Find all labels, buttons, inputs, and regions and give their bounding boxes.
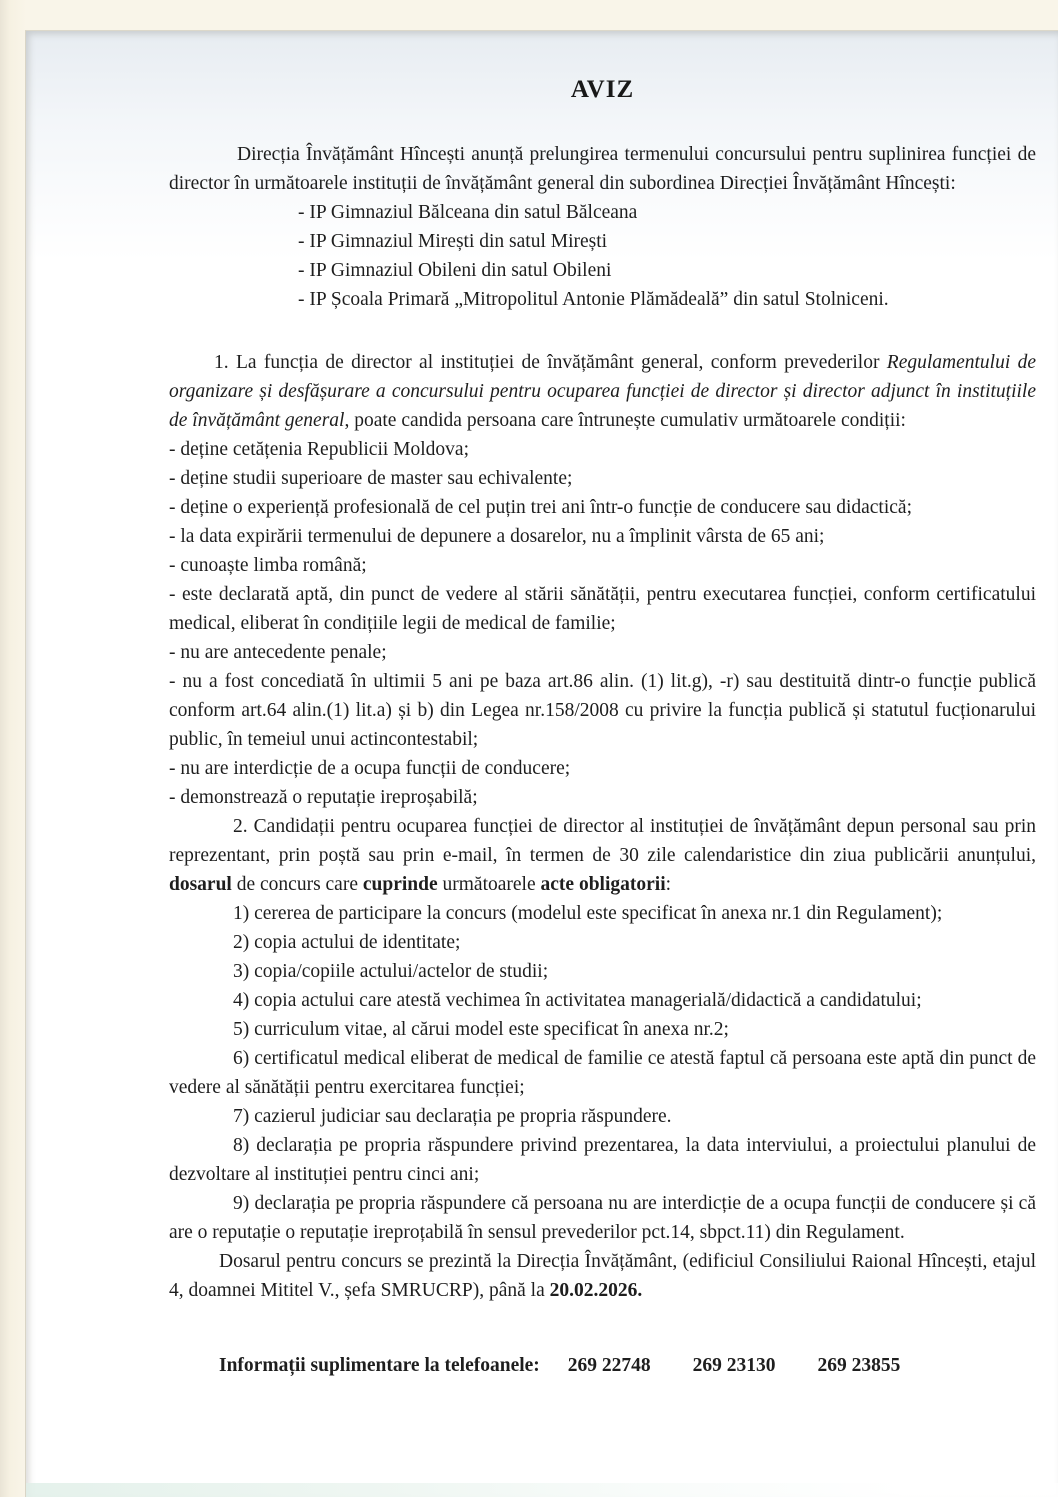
document-item: 7) cazierul judiciar sau declarația pe propria răspundere. (233, 1106, 672, 1127)
condition-item: - este declarată aptă, din punct de vedere al stării sănătății, pentru executarea funcției, conform certificatului medical, eliberat în condițiile legii de medical de familie; (169, 584, 1036, 634)
phone-number: 269 22748 (567, 1355, 651, 1376)
cuprinde-bold: cuprinde (362, 874, 438, 895)
institution-item: - IP Gimnaziul Mirești din satul Mirești (298, 231, 608, 252)
scan-bottom-tint (26, 1483, 1058, 1497)
section1-tail-text: , poate candida persoana care întrunește cumulativ următoarele condiții: (344, 410, 906, 431)
submission-text: Dosarul pentru concurs se prezintă la Direcția Învățământ, (edificiul Consiliului Raional Hîncești, etajul 4, doamnei Mititel V., șefa SMRUCRP), până la (169, 1251, 1036, 1301)
document-item: 6) certificatul medical eliberat de medical de familie ce atestă faptul că persoana este aptă din punct de vedere al sănătății pentru exercitarea funcției; (169, 1048, 1036, 1098)
condition-item: - deține o experiență profesională de cel puțin trei ani într-o funcție de conducere sau didactică; (169, 497, 912, 518)
document-content (169, 75, 1036, 1380)
condition-item: - cunoaște limba română; (169, 555, 367, 576)
institution-item: - IP Gimnaziul Bălceana din satul Bălceana (298, 202, 638, 223)
condition-item: - nu a fost concediată în ultimii 5 ani pe baza art.86 alin. (1) lit.g), -r) sau destituită dintr-o funcție publică conform art.64 alin.(1) lit.a) și b) din Legea nr.158/2008 cu privire la funcția publică și statutul fucționarului public, în temeiul unui actincontestabil; (169, 671, 1036, 750)
section2-text: : (665, 874, 672, 895)
condition-item: - nu are interdicție de a ocupa funcții de conducere; (169, 758, 571, 779)
conditions-list (169, 435, 1036, 812)
document-item: 5) curriculum vitae, al cărui model este specificat în anexa nr.2; (233, 1019, 729, 1040)
section2-text: următoarele (437, 874, 541, 895)
condition-item: - demonstrează o reputație ireproșabilă; (169, 787, 478, 808)
section1-lead-text: 1. La funcția de director al instituției de învățământ general, conform prevederilor (214, 352, 887, 373)
institution-item: - IP Gimnaziul Obileni din satul Obileni (298, 260, 612, 281)
document-item: 1) cererea de participare la concurs (modelul este specificat în anexa nr.1 din Regulament); (233, 903, 943, 924)
scan-page (25, 30, 1058, 1497)
document-item: 3) copia/copiile actului/actelor de studii; (233, 961, 549, 982)
required-documents-list (169, 899, 1036, 1247)
condition-item: - deține studii superioare de master sau echivalente; (169, 468, 573, 489)
section2-paragraph (169, 812, 1036, 899)
regulation-title-italic: Regulamentului de organizare și desfășurare a concursului pentru ocuparea funcției de director și director adjunct în instituțiile de învățământ general (169, 352, 1036, 431)
contact-phones-line (169, 1351, 1036, 1380)
deadline-date-bold: 20.02.2026. (549, 1280, 643, 1301)
document-item: 2) copia actului de identitate; (233, 932, 461, 953)
phone-number: 269 23855 (817, 1355, 901, 1376)
section2-text: 2. Candidații pentru ocuparea funcției de director al instituției de învățământ depun personal sau prin reprezentant, prin poștă sau prin e-mail, în termen de 30 zile calendaristice din ziua publicării anunțului, (169, 816, 1036, 866)
document-title: AVIZ (570, 76, 635, 103)
condition-item: - nu are antecedente penale; (169, 642, 387, 663)
document-item: 8) declarația pe propria răspundere privind prezentarea, la data interviului, a proiectului planului de dezvoltare al instituției pentru cinci ani; (169, 1135, 1036, 1185)
acte-obligatorii-bold: acte obligatorii (540, 874, 666, 895)
phone-number: 269 23130 (692, 1355, 776, 1376)
dosarul-bold: dosarul (169, 874, 232, 895)
section2-text: de concurs care (231, 874, 363, 895)
document-item: 4) copia actului care atestă vechimea în activitatea managerială/didactică a candidatului; (233, 990, 922, 1011)
section1-paragraph (169, 348, 1036, 435)
condition-item: - deține cetățenia Republicii Moldova; (169, 439, 469, 460)
institution-item: - IP Școala Primară „Mitropolitul Antonie Plămădeală” din satul Stolniceni. (298, 289, 889, 310)
intro-paragraph: Direcția Învățământ Hîncești anunță prelungirea termenului concursului pentru suplinirea funcției de director în următoarele instituții de învățământ general din subordinea Direcției Învățământ Hîncești: (169, 144, 1036, 194)
contact-label: Informații suplimentare la telefoanele: (219, 1355, 540, 1376)
document-item: 9) declarația pe propria răspundere că persoana nu are interdicție de a ocupa funcții de conducere și că are o reputație o reputație ireproțabilă în sensul prevederilor pct.14, sbpct.11) din Regulament. (169, 1193, 1036, 1243)
submission-paragraph (169, 1247, 1036, 1305)
condition-item: - la data expirării termenului de depunere a dosarelor, nu a împlinit vârsta de 65 ani; (169, 526, 825, 547)
institution-list (169, 198, 1036, 314)
